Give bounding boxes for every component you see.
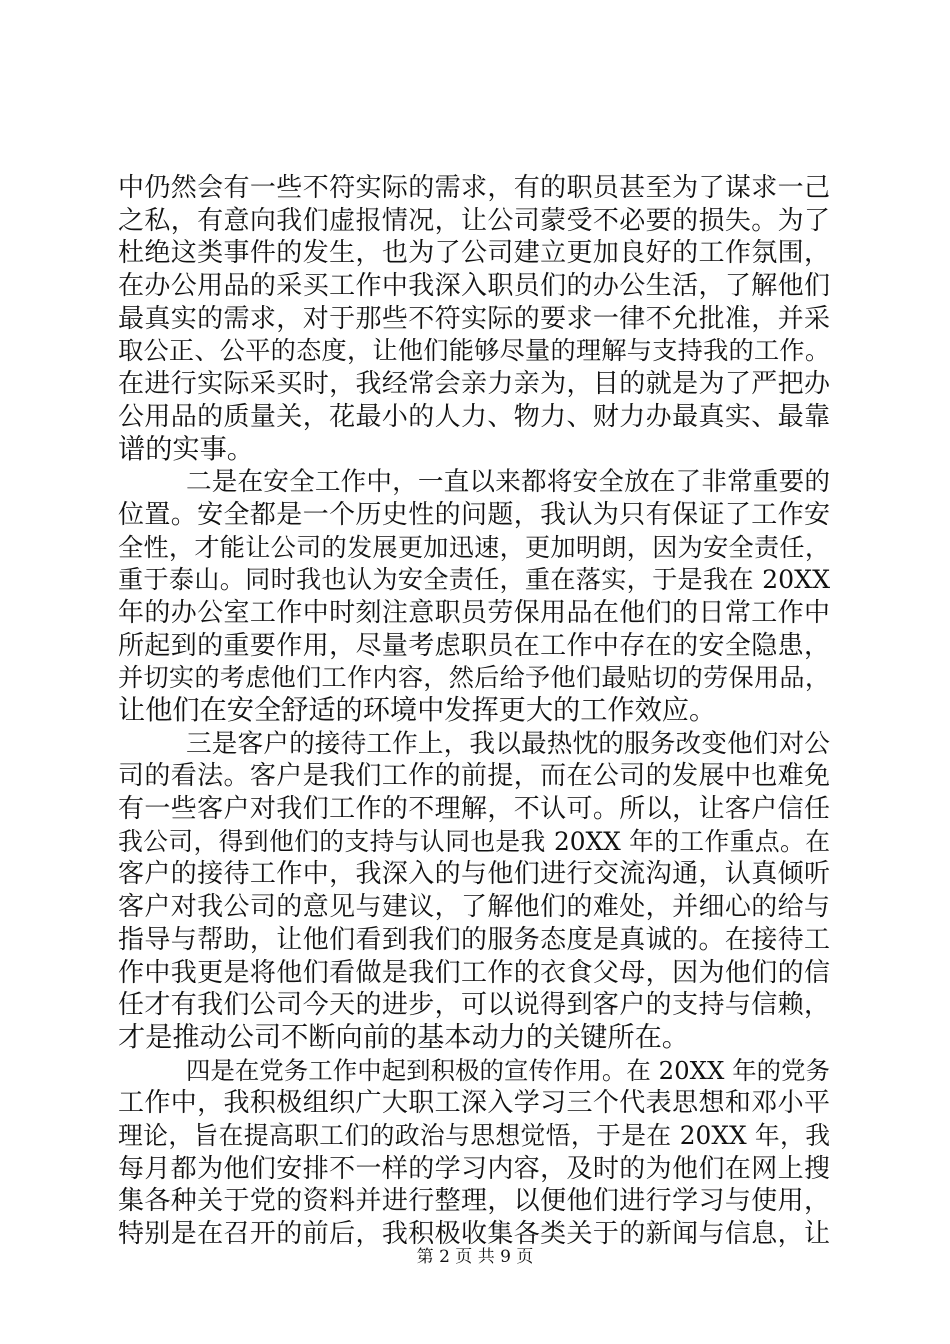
text-line: 在办公用品的采买工作中我深入职员们的办公生活，了解他们: [118, 271, 830, 302]
text-line: 公用品的质量关，花最小的人力、物力、财力办最真实、最靠: [118, 401, 830, 432]
page-footer: [0, 1247, 950, 1267]
text-line: 我公司，得到他们的支持与认同也是我 20XX 年的工作重点。在: [118, 826, 830, 856]
text-line: 集各种关于党的资料并进行整理，以便他们进行学习与使用，: [118, 1186, 830, 1217]
text-line: 任才有我们公司今天的进步，可以说得到客户的支持与信赖，: [118, 990, 830, 1021]
page-number-label: 第 2 页 共 9 页: [416, 1247, 534, 1267]
text-line: 取公正、公平的态度，让他们能够尽量的理解与支持我的工作。: [118, 336, 830, 366]
text-line: 二是在安全工作中，一直以来都将安全放在了非常重要的: [186, 467, 830, 498]
text-line: 并切实的考虑他们工作内容，然后给予他们最贴切的劳保用品，: [118, 663, 830, 693]
text-line: 工作中，我积极组织广大职工深入学习三个代表思想和邓小平: [118, 1088, 830, 1119]
text-line: 中仍然会有一些不符实际的需求，有的职员甚至为了谋求一己: [118, 173, 830, 203]
text-line: 杜绝这类事件的发生，也为了公司建立更加良好的工作氛围，: [118, 238, 830, 269]
text-line: 重于泰山。同时我也认为安全责任，重在落实，于是我在 20XX: [118, 565, 830, 595]
text-line: 理论，旨在提高职工们的政治与思想觉悟，于是在 20XX 年，我: [118, 1120, 830, 1150]
text-line: 每月都为他们安排不一样的学习内容，及时的为他们在网上搜: [118, 1153, 830, 1184]
text-line: 让他们在安全舒适的环境中发挥更大的工作效应。: [118, 695, 717, 726]
text-line: 最真实的需求，对于那些不符实际的要求一律不允批准，并采: [118, 303, 830, 334]
text-line: 四是在党务工作中起到积极的宣传作用。在 20XX 年的党务: [186, 1055, 830, 1085]
document-body: [118, 172, 830, 1251]
text-line: 司的看法。客户是我们工作的前提，而在公司的发展中也难免: [118, 761, 830, 792]
text-line: 之私，有意向我们虚报情况，让公司蒙受不必要的损失。为了: [118, 205, 830, 236]
text-line: 在进行实际采买时，我经常会亲力亲为，目的就是为了严把办: [118, 369, 830, 400]
text-line: 作中我更是将他们看做是我们工作的衣食父母，因为他们的信: [118, 957, 830, 988]
text-line: 才是推动公司不断向前的基本动力的关键所在。: [118, 1021, 689, 1053]
text-line: 年的办公室工作中时刻注意职员劳保用品在他们的日常工作中: [118, 597, 830, 628]
text-line: 客户的接待工作中，我深入的与他们进行交流沟通，认真倾听: [118, 859, 830, 890]
text-line: 谱的实事。: [118, 433, 254, 465]
text-line: 所起到的重要作用，尽量考虑职员在工作中存在的安全隐患，: [118, 630, 830, 661]
text-line: 有一些客户对我们工作的不理解，不认可。所以，让客户信任: [118, 794, 830, 825]
text-line: 位置。安全都是一个历史性的问题，我认为只有保证了工作安: [118, 499, 830, 530]
text-line: 三是客户的接待工作上，我以最热忱的服务改变他们对公: [186, 728, 830, 759]
text-line: 客户对我公司的意见与建议，了解他们的难处，并细心的给与: [118, 892, 830, 923]
text-line: 指导与帮助，让他们看到我们的服务态度是真诚的。在接待工: [118, 924, 830, 955]
text-line: 特别是在召开的前后，我积极收集各类关于的新闻与信息，让: [118, 1219, 830, 1249]
text-line: 全性，才能让公司的发展更加迅速，更加明朗，因为安全责任，: [118, 532, 830, 562]
